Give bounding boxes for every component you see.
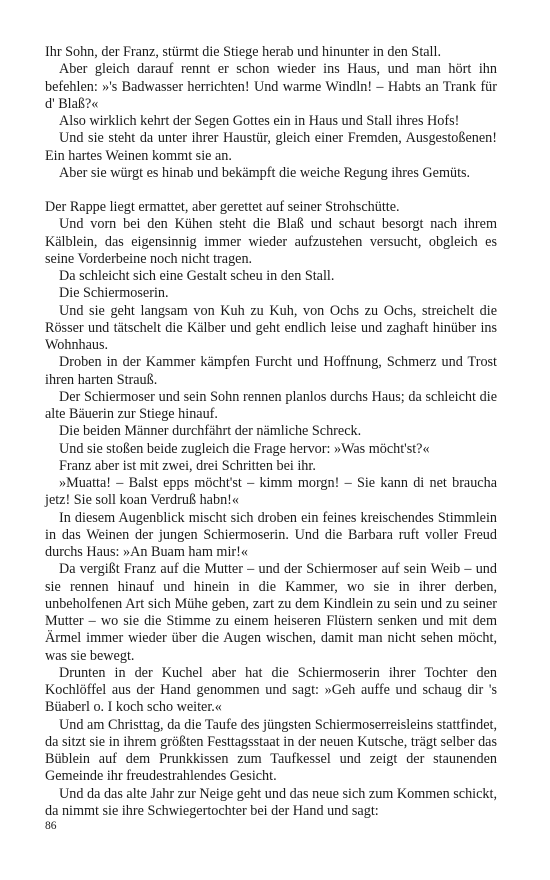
page-number: 86	[45, 820, 57, 832]
paragraph: Der Schiermoser und sein Sohn rennen planlos durchs Haus; da schleicht die alte Bäuerin zur Stiege hinauf.	[45, 388, 497, 422]
paragraph: Und vorn bei den Kühen steht die Blaß und schaut besorgt nach ihrem Kälblein, das eigensinnig immer wieder aufzustehen versucht, obgleich es seine Vorderbeine noch nicht tragen.	[45, 216, 497, 267]
paragraph: Droben in der Kammer kämpfen Furcht und Hoffnung, Schmerz und Trost ihren harten Strauß.	[45, 354, 497, 388]
paragraph: »Muatta! – Balst epps möcht'st – kimm morgn! – Sie kann di net braucha jetz! Sie soll koan Verdruß habn!«	[45, 475, 497, 509]
text-section-2	[45, 199, 497, 820]
paragraph: Drunten in der Kuchel aber hat die Schiermoserin ihrer Tochter den Kochlöffel aus der Hand genommen und sagt: »Geh auffe und schaug dir 's Büaberl o. I koch scho weiter.«	[45, 664, 497, 716]
paragraph: Und da das alte Jahr zur Neige geht und das neue sich zum Kommen schickt, da nimmt sie ihre Schwiegertochter bei der Hand und sagt:	[45, 785, 497, 819]
paragraph: Und sie stoßen beide zugleich die Frage hervor: »Was möcht'st?«	[59, 440, 430, 457]
paragraph: Aber sie würgt es hinab und bekämpft die weiche Regung ihres Gemüts.	[59, 164, 471, 181]
paragraph: Franz aber ist mit zwei, drei Schritten bei ihr.	[59, 457, 316, 474]
paragraph: Und am Christtag, da die Taufe des jüngsten Schiermoserreisleins stattfindet, da sitzt sie in ihrem größten Festtagsstaat in der neuen Kutsche, trägt selber das Büblein auf dem Prunkkissen zum Taufkessel und zeigt der staunenden Gemeinde ihr freudestrahlendes Gesicht.	[45, 716, 497, 785]
paragraph: Der Rappe liegt ermattet, aber gerettet auf seiner Strohschütte.	[45, 199, 400, 215]
paragraph: Die Schiermoserin.	[59, 285, 169, 302]
paragraph: Da schleicht sich eine Gestalt scheu in den Stall.	[59, 268, 335, 284]
text-section-1	[45, 44, 497, 182]
paragraph: Die beiden Männer durchfährt der nämliche Schreck.	[59, 423, 362, 440]
paragraph: In diesem Augenblick mischt sich droben ein feines kreischendes Stimmlein in das Weinen der jungen Schiermoserin. Und die Barbara ruft voller Freud durchs Haus: »An Buam ham mir!«	[45, 509, 497, 560]
paragraph: Aber gleich darauf rennt er schon wieder ins Haus, und man hört ihn befehlen: »'s Badwasser herrichten! Und warme Windln! – Habts an Trank für d' Blaß?«	[45, 61, 497, 112]
paragraph: Da vergißt Franz auf die Mutter – und der Schiermoser auf sein Weib – und sie rennen hinauf und hinein in die Kammer, wo sie in ihrer derben, unbeholfenen Art sich Mühe geben, zart zu dem Kindlein zu sein und zu seiner Mutter – wo sie die Stimme zu einem heiseren Flüstern senken und mit dem Ärmel immer wieder über die Augen wischen, damit man nicht sehen möcht, was sie bewegt.	[45, 561, 497, 664]
paragraph: Und sie geht langsam von Kuh zu Kuh, von Ochs zu Ochs, streichelt die Rösser und tätschelt die Kälber und geht endlich leise und zaghaft hinüber ins Wohnhaus.	[45, 302, 497, 353]
paragraph: Und sie steht da unter ihrer Haustür, gleich einer Fremden, Ausgestoßenen! Ein hartes Weinen kommt sie an.	[45, 130, 497, 164]
page-body	[45, 44, 497, 820]
paragraph: Ihr Sohn, der Franz, stürmt die Stiege herab und hinunter in den Stall.	[45, 44, 441, 60]
paragraph: Also wirklich kehrt der Segen Gottes ein in Haus und Stall ihres Hofs!	[59, 113, 460, 129]
